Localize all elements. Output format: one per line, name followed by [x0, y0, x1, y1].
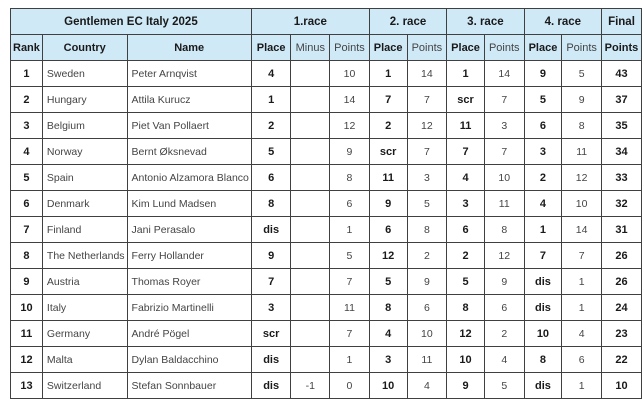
- race4-points-cell: 11: [562, 139, 602, 165]
- race2-place-cell: 6: [369, 217, 407, 243]
- race1-place-cell: dis: [251, 217, 291, 243]
- table-row: [11, 217, 642, 243]
- race2-points-cell: 9: [407, 269, 447, 295]
- column-header-country: Country: [42, 35, 127, 61]
- column-header-rank: Rank: [11, 35, 43, 61]
- race1-place-cell: 2: [251, 113, 291, 139]
- race3-place-cell: 10: [447, 347, 485, 373]
- race1-points-cell: 9: [330, 139, 370, 165]
- race2-points-cell: 4: [407, 373, 447, 399]
- race3-points-cell: 7: [484, 139, 524, 165]
- race1-place-cell: 1: [251, 87, 291, 113]
- rank-cell: 11: [11, 321, 43, 347]
- final-points-cell: 22: [601, 347, 641, 373]
- race2-points-cell: 6: [407, 295, 447, 321]
- column-header-race4-points: Points: [562, 35, 602, 61]
- race3-points-cell: 5: [484, 373, 524, 399]
- race3-place-cell: 5: [447, 269, 485, 295]
- race4-points-cell: 7: [562, 243, 602, 269]
- race2-points-cell: 3: [407, 165, 447, 191]
- race2-place-cell: 2: [369, 113, 407, 139]
- race3-points-cell: 8: [484, 217, 524, 243]
- race4-place-cell: 9: [524, 61, 562, 87]
- race1-minus-cell: [291, 269, 330, 295]
- country-cell: Belgium: [42, 113, 127, 139]
- country-cell: Malta: [42, 347, 127, 373]
- race1-points-cell: 10: [330, 61, 370, 87]
- race1-place-cell: 4: [251, 61, 291, 87]
- race2-place-cell: scr: [369, 139, 407, 165]
- final-points-cell: 31: [601, 217, 641, 243]
- race3-place-cell: 3: [447, 191, 485, 217]
- race2-place-cell: 11: [369, 165, 407, 191]
- race1-minus-cell: -1: [291, 373, 330, 399]
- race1-minus-cell: [291, 217, 330, 243]
- race1-place-cell: dis: [251, 373, 291, 399]
- name-cell: Peter Arnqvist: [127, 61, 251, 87]
- rank-cell: 9: [11, 269, 43, 295]
- country-cell: Italy: [42, 295, 127, 321]
- race4-points-cell: 8: [562, 113, 602, 139]
- race4-place-cell: 4: [524, 191, 562, 217]
- table-row: [11, 373, 642, 399]
- race2-points-cell: 2: [407, 243, 447, 269]
- final-points-cell: 37: [601, 87, 641, 113]
- race4-points-cell: 9: [562, 87, 602, 113]
- results-table: [10, 8, 642, 399]
- column-header-race4-place: Place: [524, 35, 562, 61]
- race1-place-cell: 3: [251, 295, 291, 321]
- race3-place-cell: 9: [447, 373, 485, 399]
- country-cell: Finland: [42, 217, 127, 243]
- race4-points-cell: 14: [562, 217, 602, 243]
- column-header-race1-points: Points: [330, 35, 370, 61]
- race1-points-cell: 7: [330, 269, 370, 295]
- race1-points-cell: 6: [330, 191, 370, 217]
- table-row: [11, 321, 642, 347]
- race1-place-cell: scr: [251, 321, 291, 347]
- race2-place-cell: 10: [369, 373, 407, 399]
- race1-points-cell: 7: [330, 321, 370, 347]
- country-cell: Switzerland: [42, 373, 127, 399]
- country-cell: Austria: [42, 269, 127, 295]
- race1-minus-cell: [291, 165, 330, 191]
- name-cell: Kim Lund Madsen: [127, 191, 251, 217]
- table-row: [11, 113, 642, 139]
- race2-place-cell: 12: [369, 243, 407, 269]
- race3-place-cell: 1: [447, 61, 485, 87]
- final-points-cell: 26: [601, 269, 641, 295]
- race2-points-cell: 7: [407, 87, 447, 113]
- country-cell: Denmark: [42, 191, 127, 217]
- race3-points-cell: 3: [484, 113, 524, 139]
- country-cell: Norway: [42, 139, 127, 165]
- race3-points-cell: 4: [484, 347, 524, 373]
- race4-points-cell: 1: [562, 295, 602, 321]
- rank-cell: 13: [11, 373, 43, 399]
- race2-points-cell: 12: [407, 113, 447, 139]
- race4-place-cell: 8: [524, 347, 562, 373]
- final-points-cell: 23: [601, 321, 641, 347]
- rank-cell: 1: [11, 61, 43, 87]
- rank-cell: 4: [11, 139, 43, 165]
- race4-place-cell: 6: [524, 113, 562, 139]
- table-row: [11, 139, 642, 165]
- column-header-final-points: Points: [601, 35, 641, 61]
- table-row: [11, 269, 642, 295]
- race2-points-cell: 8: [407, 217, 447, 243]
- race4-place-cell: dis: [524, 269, 562, 295]
- country-cell: Hungary: [42, 87, 127, 113]
- race3-points-cell: 9: [484, 269, 524, 295]
- race4-points-cell: 1: [562, 269, 602, 295]
- name-cell: Attila Kurucz: [127, 87, 251, 113]
- name-cell: Dylan Baldacchino: [127, 347, 251, 373]
- race3-points-cell: 2: [484, 321, 524, 347]
- race1-minus-cell: [291, 295, 330, 321]
- race3-points-cell: 12: [484, 243, 524, 269]
- race2-points-cell: 5: [407, 191, 447, 217]
- table-row: [11, 347, 642, 373]
- race1-points-cell: 12: [330, 113, 370, 139]
- race3-place-cell: 8: [447, 295, 485, 321]
- rank-cell: 5: [11, 165, 43, 191]
- race2-points-cell: 11: [407, 347, 447, 373]
- race1-place-cell: 9: [251, 243, 291, 269]
- group-header-row: [11, 9, 642, 35]
- country-cell: The Netherlands: [42, 243, 127, 269]
- column-header-name: Name: [127, 35, 251, 61]
- table-title: [11, 9, 252, 35]
- race2-place-cell: 1: [369, 61, 407, 87]
- table-row: [11, 295, 642, 321]
- rank-cell: 3: [11, 113, 43, 139]
- race3-place-cell: 11: [447, 113, 485, 139]
- race1-place-cell: dis: [251, 347, 291, 373]
- race3-points-cell: 11: [484, 191, 524, 217]
- race3-place-cell: 12: [447, 321, 485, 347]
- race4-place-cell: 10: [524, 321, 562, 347]
- race4-place-cell: 1: [524, 217, 562, 243]
- race2-points-cell: 10: [407, 321, 447, 347]
- column-header-race2-place: Place: [369, 35, 407, 61]
- column-header-race1-minus: Minus: [291, 35, 330, 61]
- race1-minus-cell: [291, 87, 330, 113]
- name-cell: Bernt Øksnevad: [127, 139, 251, 165]
- race1-minus-cell: [291, 191, 330, 217]
- race1-place-cell: 6: [251, 165, 291, 191]
- race1-minus-cell: [291, 321, 330, 347]
- final-points-cell: 34: [601, 139, 641, 165]
- race3-group-header: 3. race: [447, 9, 524, 35]
- race3-place-cell: 2: [447, 243, 485, 269]
- race1-minus-cell: [291, 243, 330, 269]
- race2-group-header: 2. race: [369, 9, 446, 35]
- rank-cell: 8: [11, 243, 43, 269]
- table-title-text: Gentlemen EC Italy 2025: [64, 15, 198, 28]
- race1-minus-cell: [291, 61, 330, 87]
- table-row: [11, 243, 642, 269]
- name-cell: Thomas Royer: [127, 269, 251, 295]
- race2-place-cell: 7: [369, 87, 407, 113]
- race2-points-cell: 7: [407, 139, 447, 165]
- race1-minus-cell: [291, 113, 330, 139]
- final-points-cell: 35: [601, 113, 641, 139]
- name-cell: André Pögel: [127, 321, 251, 347]
- race2-place-cell: 9: [369, 191, 407, 217]
- race4-group-header: 4. race: [524, 9, 601, 35]
- rank-cell: 2: [11, 87, 43, 113]
- column-header-race2-points: Points: [407, 35, 447, 61]
- race3-points-cell: 10: [484, 165, 524, 191]
- table-row: [11, 87, 642, 113]
- race1-minus-cell: [291, 347, 330, 373]
- name-cell: Antonio Alzamora Blanco: [127, 165, 251, 191]
- rank-cell: 7: [11, 217, 43, 243]
- race4-place-cell: dis: [524, 295, 562, 321]
- name-cell: Piet Van Pollaert: [127, 113, 251, 139]
- race2-place-cell: 8: [369, 295, 407, 321]
- race2-place-cell: 5: [369, 269, 407, 295]
- race1-points-cell: 14: [330, 87, 370, 113]
- country-cell: Sweden: [42, 61, 127, 87]
- race1-points-cell: 0: [330, 373, 370, 399]
- race4-points-cell: 1: [562, 373, 602, 399]
- column-header-row: [11, 35, 642, 61]
- race1-place-cell: 8: [251, 191, 291, 217]
- column-header-race1-place: Place: [251, 35, 291, 61]
- race4-place-cell: 7: [524, 243, 562, 269]
- race1-group-header: 1.race: [251, 9, 369, 35]
- name-cell: Stefan Sonnbauer: [127, 373, 251, 399]
- race3-place-cell: 6: [447, 217, 485, 243]
- race2-place-cell: 3: [369, 347, 407, 373]
- race1-place-cell: 7: [251, 269, 291, 295]
- race4-points-cell: 12: [562, 165, 602, 191]
- race3-place-cell: 4: [447, 165, 485, 191]
- final-points-cell: 43: [601, 61, 641, 87]
- race4-place-cell: 3: [524, 139, 562, 165]
- final-points-cell: 33: [601, 165, 641, 191]
- race4-points-cell: 4: [562, 321, 602, 347]
- rank-cell: 10: [11, 295, 43, 321]
- race4-place-cell: 2: [524, 165, 562, 191]
- race4-points-cell: 5: [562, 61, 602, 87]
- race1-place-cell: 5: [251, 139, 291, 165]
- final-points-cell: 32: [601, 191, 641, 217]
- race1-points-cell: 1: [330, 217, 370, 243]
- race1-points-cell: 8: [330, 165, 370, 191]
- race4-place-cell: dis: [524, 373, 562, 399]
- race3-place-cell: scr: [447, 87, 485, 113]
- column-header-race3-place: Place: [447, 35, 485, 61]
- table-row: [11, 61, 642, 87]
- rank-cell: 12: [11, 347, 43, 373]
- race3-place-cell: 7: [447, 139, 485, 165]
- name-cell: Fabrizio Martinelli: [127, 295, 251, 321]
- race4-points-cell: 6: [562, 347, 602, 373]
- table-row: [11, 165, 642, 191]
- column-header-race3-points: Points: [484, 35, 524, 61]
- race1-points-cell: 1: [330, 347, 370, 373]
- race3-points-cell: 14: [484, 61, 524, 87]
- race1-points-cell: 5: [330, 243, 370, 269]
- race2-points-cell: 14: [407, 61, 447, 87]
- race4-place-cell: 5: [524, 87, 562, 113]
- country-cell: Spain: [42, 165, 127, 191]
- race2-place-cell: 4: [369, 321, 407, 347]
- race3-points-cell: 7: [484, 87, 524, 113]
- race1-points-cell: 11: [330, 295, 370, 321]
- final-points-cell: 24: [601, 295, 641, 321]
- race3-points-cell: 6: [484, 295, 524, 321]
- rank-cell: 6: [11, 191, 43, 217]
- final-group-header: Final: [601, 9, 641, 35]
- final-points-cell: 26: [601, 243, 641, 269]
- race1-minus-cell: [291, 139, 330, 165]
- table-row: [11, 191, 642, 217]
- final-points-cell: 10: [601, 373, 641, 399]
- race4-points-cell: 10: [562, 191, 602, 217]
- name-cell: Ferry Hollander: [127, 243, 251, 269]
- name-cell: Jani Perasalo: [127, 217, 251, 243]
- country-cell: Germany: [42, 321, 127, 347]
